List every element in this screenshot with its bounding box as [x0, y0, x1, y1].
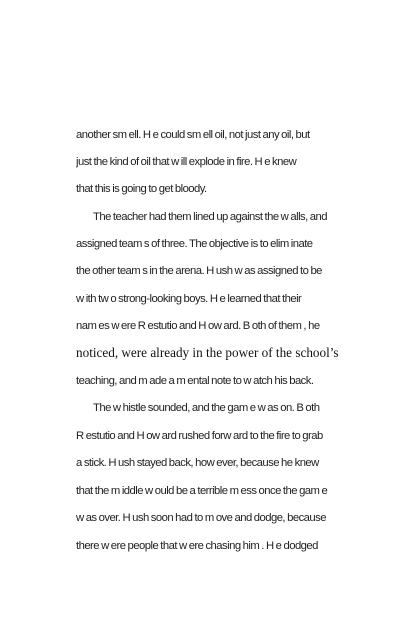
text-line: The w histle sounded, and the gam e w as on. B oth	[93, 402, 320, 414]
text-line: that the m iddle w ould be a terrible m ess once the gam e	[76, 485, 328, 497]
text-line: w as over. H ush soon had to m ove and dodge, because	[76, 512, 326, 524]
text-line: R estutio and H ow ard rushed forw ard to the fire to grab	[76, 430, 323, 442]
text-line: nam es w ere R estutio and H ow ard. B oth of them , he	[76, 320, 320, 332]
text-line: teaching, and m ade a m ental note to w atch his back.	[76, 375, 314, 387]
text-line: noticed, were already in the power of the school’s	[76, 346, 339, 360]
text-line: there w ere people that w ere chasing him . H e dodged	[76, 540, 318, 552]
text-line: The teacher had them lined up against the w alls, and	[93, 211, 328, 223]
text-line: that this is going to get bloody.	[76, 183, 207, 195]
text-line: another sm ell. H e could sm ell oil, not just any oil, but	[76, 129, 310, 141]
text-line: w ith tw o strong-looking boys. H e learned that their	[76, 293, 302, 305]
text-line: just the kind of oil that w ill explode in fire. H e knew	[76, 156, 297, 168]
text-line: a stick. H ush stayed back, how ever, because he knew	[76, 457, 319, 469]
text-line: assigned team s of three. The objective is to elim inate	[76, 238, 313, 250]
text-line: the other team s in the arena. H ush w as assigned to be	[76, 265, 322, 277]
